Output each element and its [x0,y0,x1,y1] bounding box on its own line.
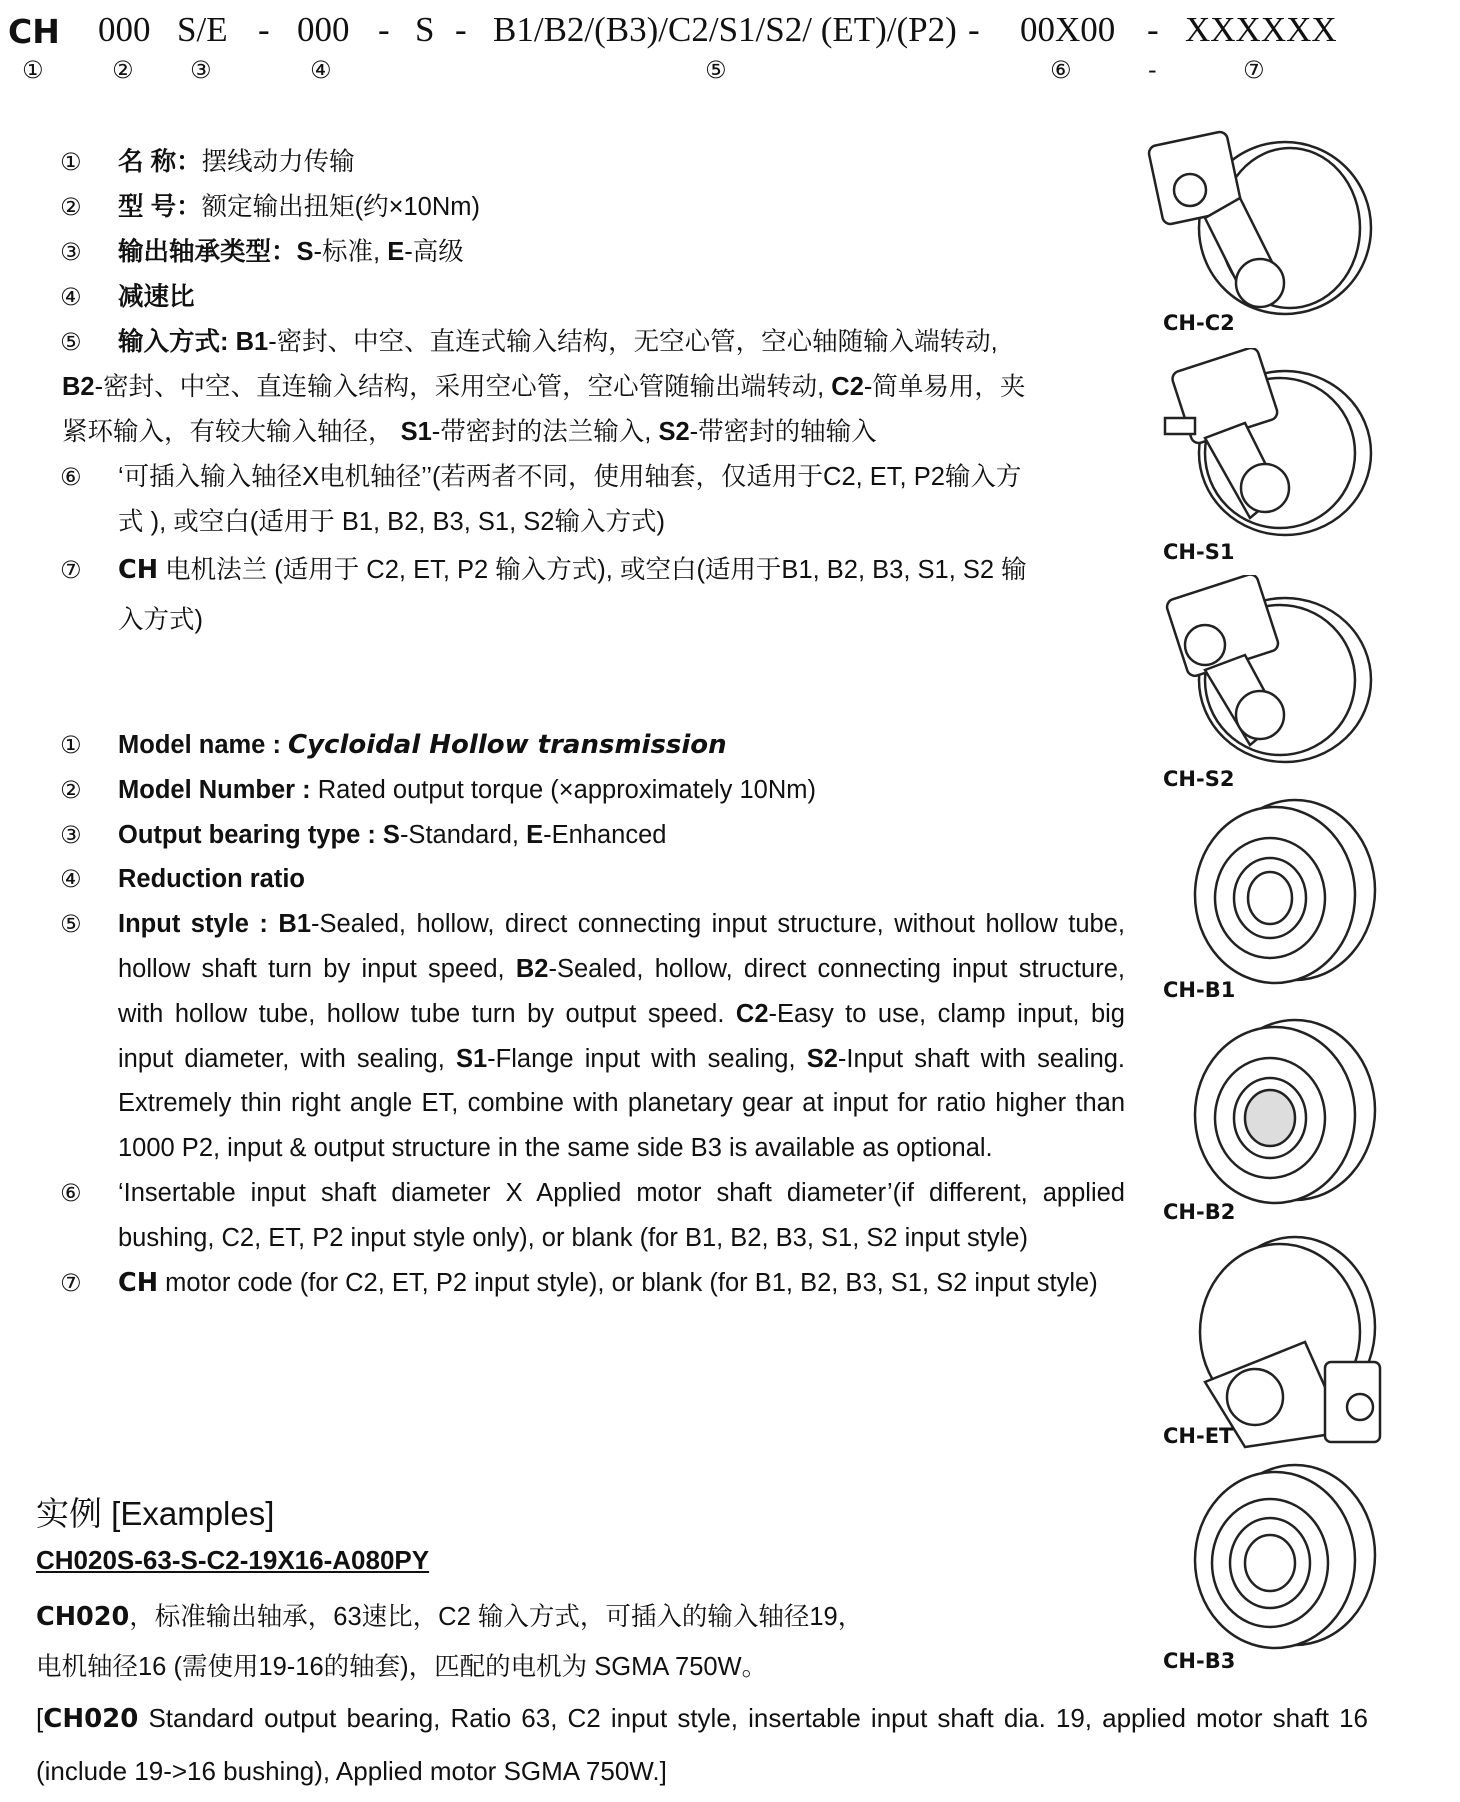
ch-b3-illustration [1145,1460,1380,1660]
code-part-model: 000 [98,10,151,49]
en-item-7: ⑦ CH motor code (for C2, ET, P2 input style), or blank (for B1, B2, B3, S1, S2 input style) [60,1267,1098,1298]
cn-item-1: ① 名 称：摆线动力传输 [60,148,355,176]
code-marker: ① [22,56,44,84]
en-item-6: ⑥ ‘Insertable input shaft diameter X Applied motor shaft diameter’(if different, applied bushing, C2, ET, P2 input style only), or blank (for B1, B2, B3, S1, S2 input style) [60,1178,1125,1252]
code-marker: ④ [310,56,332,84]
fig-label: CH-S2 [1163,767,1235,791]
code-dash: - [1147,10,1159,49]
en-spec-list [60,723,1125,1305]
code-part-ratio: 000 [297,10,350,49]
cn-item-5: ⑤ 输入方式: B1-密封、中空、直连式输入结构，无空心管，空心轴随输入端转动, [60,328,998,356]
fig-label: CH-ET [1163,1424,1234,1448]
en-item-3: ③ Output bearing type : S-Standard, E-Enhanced [60,820,667,849]
example-en: [CH020 Standard output bearing, Ratio 63, C2 input style, insertable input shaft dia. 19, applied motor shaft 16 (include 19->16 bushing), Applied motor SGMA 750W.] [36,1703,1368,1786]
fig-label: CH-C2 [1163,311,1235,335]
code-marker: ⑥ [1050,56,1072,84]
ch-b2-illustration [1145,1010,1380,1210]
en-item-4: ④ Reduction ratio [60,865,306,894]
code-dash: - [378,10,390,49]
code-part-series: CH [8,12,60,51]
example-model-code: CH020S-63-S-C2-19X16-A080PY [36,1545,430,1575]
cn-item-6: ⑥ ‘可插入输入轴径X电机轴径’’(若两者不同，使用轴套，仅适用于C2, ET, P2输入方 式 ), 或空白(适用于 B1, B2, B3, S1, S2输入方式) [60,463,1022,536]
code-marker: ② [112,56,134,84]
cn-item-4: ④ 减速比 [60,283,195,311]
ch-et-illustration [1145,1232,1385,1452]
ch-c2-illustration [1145,118,1380,318]
cn-item-5-cont: 紧环输入，有较大输入轴径， S1-带密封的法兰输入, S2-带密封的轴输入 [62,418,877,446]
fig-label: CH-B2 [1163,1200,1236,1224]
fig-label: CH-S1 [1163,540,1235,564]
code-part-input: B1/B2/(B3)/C2/S1/S2/ (ET)/(P2) [493,10,957,49]
code-part-shaft: 00X00 [1020,10,1116,49]
ch-s2-illustration [1145,575,1380,765]
code-part-bearing: S/E [177,10,228,49]
code-marker: ⑦ [1243,56,1265,84]
code-marker-dash: - [1148,56,1157,84]
code-part-s: S [415,10,435,49]
cn-spec-list [60,140,1125,645]
cn-item-2: ② 型 号：额定输出扭矩(约×10Nm) [60,193,480,221]
code-dash: - [258,10,270,49]
cn-item-5-cont: B2-密封、中空、直连输入结构，采用空心管，空心管随输出端转动, C2-简单易用，夹 [62,373,1026,401]
example-cn-line-2: 电机轴径16 (需使用19-16的轴套)，匹配的电机为 SGMA 750W。 [36,1653,768,1681]
ch-s1-illustration [1145,348,1380,538]
code-dash: - [968,10,980,49]
code-marker: ⑤ [705,56,727,84]
fig-label: CH-B1 [1163,978,1236,1002]
en-item-1: ① Model name : Cycloidal Hollow transmission [60,730,727,760]
cn-item-7: ⑦ CH 电机法兰 (适用于 C2, ET, P2 输入方式), 或空白(适用于B1, B2, B3, S1, S2 输 入方式) [60,555,1027,634]
ch-b1-illustration [1145,790,1380,990]
example-cn-line-1: CH020，标准输出轴承，63速比，C2 输入方式，可插入的输入轴径19， [36,1602,864,1632]
cn-item-3: ③ 输出轴承类型：S-标准, E-高级 [60,238,464,266]
en-item-2: ② Model Number : Rated output torque (×approximately 10Nm) [60,775,816,804]
fig-label: CH-B3 [1163,1649,1236,1673]
code-dash: - [455,10,467,49]
code-part-motor: XXXXXX [1185,10,1337,49]
code-marker: ③ [190,56,212,84]
examples-title: 实例 [Examples] [36,1495,275,1532]
en-item-5: ⑤ Input style : B1-Sealed, hollow, direct connecting input structure, without hollow tube, hollow shaft turn by input speed, B2-Sealed, hollow, direct connecting input structure, with hollow tube, hollow tube turn by output speed. C2-Easy to use, clamp input, big input diameter, with sealing, S1-Flange input with sealing, S2-Input shaft with sealing. Extremely thin right angle ET, combine with planetary gear at input for ratio higher than 1000 P2, input & output structure in the same side B3 is available as optional. [60,910,1126,1163]
